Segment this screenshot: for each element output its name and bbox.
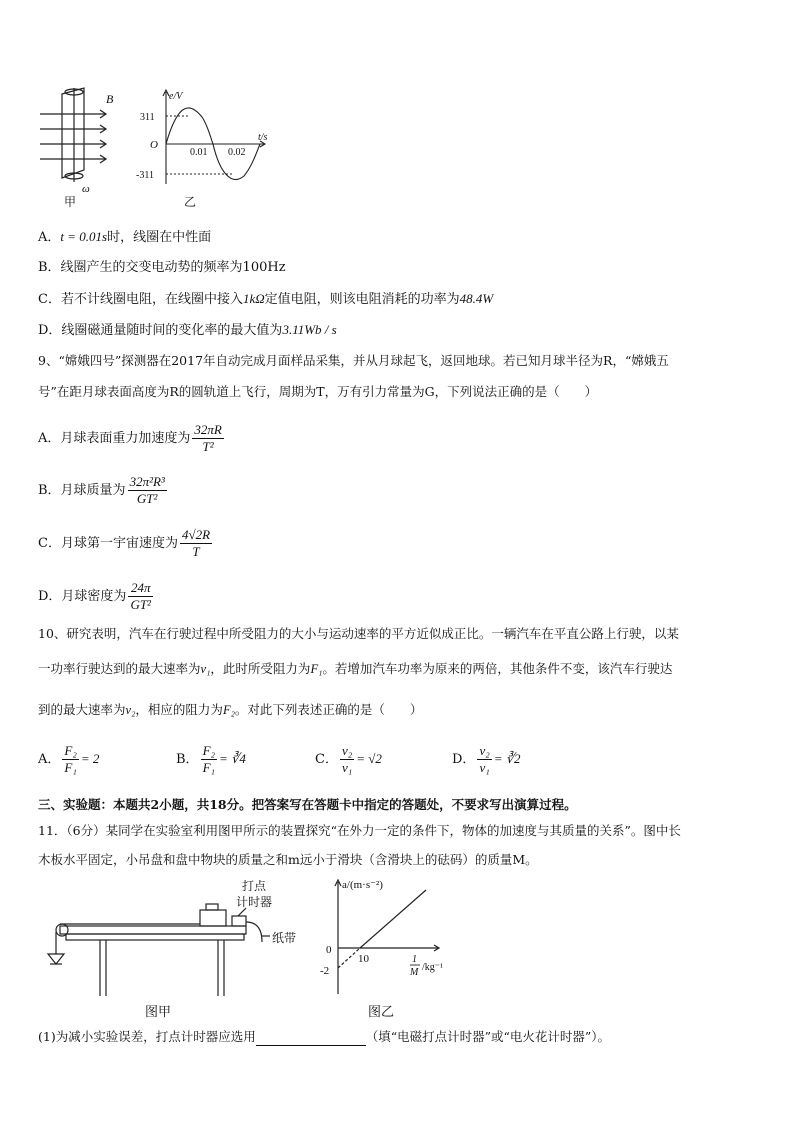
q9-b-fraction bbox=[128, 474, 167, 507]
q10-v2: v₂ bbox=[125, 703, 136, 717]
q10-stem-line3 bbox=[38, 701, 422, 719]
x-axis-num: 1 bbox=[412, 954, 417, 965]
t2-tick-label: 0.02 bbox=[228, 147, 246, 158]
answer-blank[interactable] bbox=[256, 1031, 366, 1046]
x-tick-10: 10 bbox=[358, 953, 369, 965]
q10-d-fraction bbox=[477, 743, 491, 776]
a-axis-label: a/(m·s⁻²) bbox=[342, 879, 383, 891]
q10-b-rhs: = ∛4 bbox=[219, 751, 246, 766]
q9-a-text: A．月球表面重力加速度为 bbox=[38, 431, 191, 446]
a-vs-inverse-m-graph bbox=[310, 876, 470, 1021]
q10-d-prefix: D． bbox=[452, 752, 476, 767]
q8-option-b: B．线圈产生的交变电动势的频率为100Hz bbox=[38, 260, 286, 275]
b-field-label: B bbox=[106, 92, 114, 106]
q8-option-d bbox=[38, 321, 337, 340]
q9-a-den: T² bbox=[202, 439, 214, 454]
q8-c-math2: 48.4W bbox=[459, 291, 494, 306]
q10-stem-line1: 10、研究表明，汽车在行驶过程中所受阻力的大小与运动速率的平方近似成正比。一辆汽车在平直公路上行驶，以某 bbox=[38, 626, 679, 641]
q8-d-math: 3.11Wb / s bbox=[282, 322, 337, 337]
q9-d-den: GT² bbox=[130, 597, 151, 612]
t1-tick-label: 0.01 bbox=[190, 147, 208, 158]
timer-label-line2: 计时器 bbox=[236, 895, 273, 909]
q9-b-text: B．月球质量为 bbox=[38, 483, 126, 498]
q10-stem3-c: 。对此下列表述正确的是（ ） bbox=[234, 702, 423, 717]
x-axis-unit: /kg⁻¹ bbox=[422, 962, 444, 973]
q10-c-fraction bbox=[340, 743, 354, 776]
q10-a-prefix: A． bbox=[38, 752, 61, 767]
q10-b-prefix: B． bbox=[176, 752, 199, 767]
q10-c-prefix: C． bbox=[315, 752, 338, 767]
q10-b-den: F₁ bbox=[202, 760, 216, 775]
q10-stem3-a: 到的最大速率为 bbox=[38, 702, 126, 717]
emf-graph bbox=[163, 90, 265, 184]
q9-c-text: C．月球第一宇宙速度为 bbox=[38, 536, 178, 551]
q10-f2: F₂ bbox=[222, 703, 235, 717]
q9-c-den: T bbox=[192, 544, 200, 559]
q8-option-c bbox=[38, 290, 493, 309]
q9-stem-line2: 号”在距月球表面高度为R的圆轨道上飞行，周期为T，万有引力常量为G，下列说法正确的是（ ） bbox=[38, 384, 598, 399]
q9-option-d bbox=[38, 580, 155, 613]
timer-label-line1: 打点 bbox=[242, 879, 267, 893]
q11-sub1-pre: (1)为减小实验误差，打点计时器应选用 bbox=[38, 1029, 256, 1044]
q11-sub1-post: （填“电磁打点计时器”或“电火花计时器”）。 bbox=[365, 1029, 611, 1044]
q9-a-fraction bbox=[192, 422, 223, 455]
t-axis-label: t/s bbox=[258, 132, 268, 143]
apparatus-figure bbox=[40, 876, 310, 1021]
q10-stem2-b: ，此时所受阻力为 bbox=[210, 661, 311, 676]
figure-jia-caption: 图甲 bbox=[145, 1004, 172, 1019]
q10-f1: F₁ bbox=[310, 662, 323, 676]
q9-option-c bbox=[38, 527, 214, 560]
q9-stem-line1: 9、“嫦娥四号”探测器在2017年自动完成月面样品采集，并从月球起飞，返回地球。若已知月球半径为R，“嫦娥五 bbox=[38, 353, 669, 368]
q8-d-prefix: D．线圈磁通量随时间的变化率的最大值为 bbox=[38, 323, 283, 338]
q10-b-fraction bbox=[201, 743, 217, 776]
origin-label: O bbox=[150, 139, 158, 151]
q10-v1: v₁ bbox=[200, 662, 211, 676]
q9-d-text: D．月球密度为 bbox=[38, 589, 127, 604]
y-tick-neg2: -2 bbox=[320, 965, 330, 977]
coil-diagram bbox=[40, 88, 106, 182]
graph-origin-label: 0 bbox=[326, 944, 332, 956]
q11-subquestion-1 bbox=[38, 1028, 610, 1046]
q10-option-c bbox=[315, 743, 382, 776]
figure-yi-label: 乙 bbox=[184, 195, 197, 209]
q8-c-prefix: C．若不计线圈电阻，在线圈中接入 bbox=[38, 292, 243, 307]
q10-d-num: v₂ bbox=[479, 743, 490, 758]
q9-b-den: GT² bbox=[136, 491, 158, 506]
q10-a-rhs: = 2 bbox=[80, 751, 100, 766]
q8-a-prefix: A． bbox=[38, 230, 61, 245]
q8-a-text: 时，线圈在中性面 bbox=[107, 230, 212, 245]
x-axis-den: M bbox=[410, 967, 419, 978]
q10-stem3-b: ，相应的阻力为 bbox=[135, 702, 223, 717]
q10-c-rhs: = √2 bbox=[356, 751, 382, 766]
e-axis-label: e/V bbox=[169, 91, 183, 102]
q10-option-b bbox=[176, 743, 246, 776]
q9-a-num: 32πR bbox=[194, 422, 222, 437]
q8-c-mid: 定值电阻，则该电阻消耗的功率为 bbox=[264, 292, 460, 307]
section-3-heading: 三、实验题：本题共2小题，共18分。把答案写在答题卡中指定的答题处，不要求写出演算过程。 bbox=[38, 797, 577, 812]
q9-b-num: 32π²R³ bbox=[129, 474, 165, 489]
q10-d-den: v₁ bbox=[479, 760, 490, 775]
q10-stem2-c: 。若增加汽车功率为原来的两倍，其他条件不变，该汽车行驶达 bbox=[322, 661, 673, 676]
neg-peak-label: -311 bbox=[136, 170, 154, 181]
q8-a-math: t = 0.01s bbox=[60, 229, 108, 244]
q10-option-d bbox=[452, 743, 521, 776]
q10-a-fraction bbox=[62, 743, 78, 776]
q9-c-fraction bbox=[180, 527, 212, 560]
q11-stem-line2: 木板水平固定，小吊盘和盘中物块的质量之和m远小于滑块（含滑块上的砝码）的质量M。 bbox=[38, 852, 538, 867]
pos-peak-label: 311 bbox=[140, 112, 155, 123]
q8-option-a bbox=[38, 228, 211, 247]
coil-and-emf-figure bbox=[38, 84, 288, 214]
q9-d-num: 24π bbox=[128, 580, 153, 597]
q10-option-a bbox=[38, 743, 99, 776]
q10-stem2-a: 一功率行驶达到的最大速率为 bbox=[38, 661, 201, 676]
q11-stem-line1: 11．（6分）某同学在实验室利用图甲所示的装置探究“在外力一定的条件下，物体的加速度与其质量的关系”。图中长 bbox=[38, 823, 681, 838]
q10-a-num: F₂ bbox=[64, 743, 77, 758]
q9-option-a bbox=[38, 422, 226, 455]
q9-option-b bbox=[38, 474, 169, 507]
q10-a-den: F₁ bbox=[64, 760, 77, 775]
figure-yi-caption: 图乙 bbox=[368, 1004, 395, 1019]
q9-d-fraction bbox=[128, 580, 153, 613]
figure-jia-label: 甲 bbox=[64, 195, 77, 209]
omega-label: ω bbox=[82, 183, 90, 195]
q10-d-rhs: = ∛2 bbox=[493, 751, 521, 766]
q10-c-den: v₁ bbox=[341, 760, 353, 775]
tape-label: 纸带 bbox=[272, 931, 297, 945]
q8-c-math1: 1kΩ bbox=[242, 291, 265, 306]
q10-c-num: v₂ bbox=[341, 743, 353, 758]
q10-b-num: F₂ bbox=[202, 743, 216, 758]
q9-c-num: 4√2R bbox=[181, 527, 211, 542]
q10-stem-line2 bbox=[38, 660, 672, 678]
